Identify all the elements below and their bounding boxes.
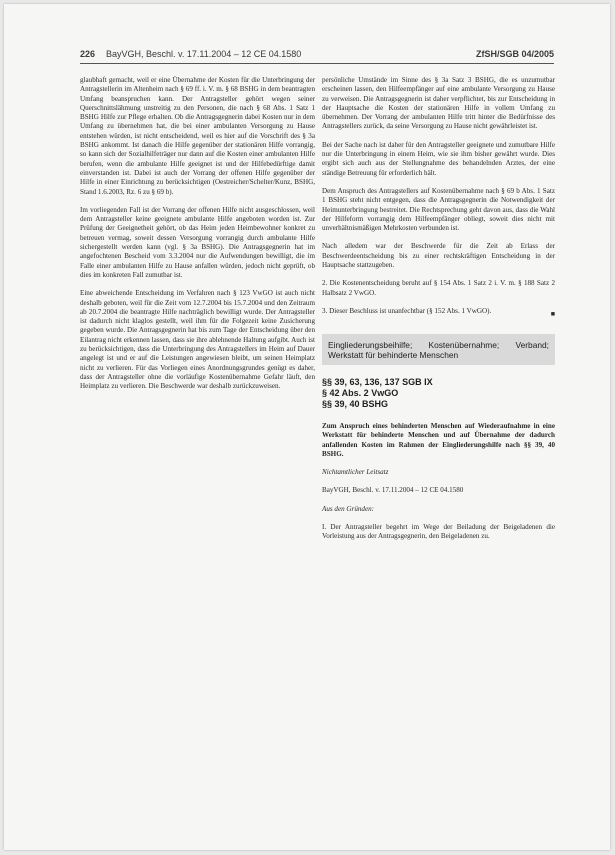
paragraph: persönliche Umstände im Sinne des § 3a Satz 3 BSHG, die es unzumutbar erscheinen lassen, den Hilfeempfänger auf eine ambulante Versorgung zu Hause zu verweisen. Die Antragsgegnerin ist daher verpflichtet, bis zur Entscheidung in der Hauptsache die Kosten der stationären Hilfe in vollem Umfang zu übernehmen. Der Vorrang der ambulanten Hilfe tritt hinter die Bedürfnisse des Antragstellers zurück, da seine Versorgung zu Hause nicht gewährleistet ist. bbox=[322, 76, 555, 131]
document-page bbox=[4, 4, 610, 850]
right-column bbox=[322, 76, 555, 551]
paragraph: Im vorliegenden Fall ist der Vorrang der offenen Hilfe nicht ausgeschlossen, weil dem Antragsteller keine geeignete ambulante Hilfe angeboten worden ist. Zur Prüfung der Geeignetheit gehört, ob das Heim jeden Heimbewohner konkret zu betreuen vermag, soweit dessen Versorgung vorrangig durch ambulante Hilfe sichergestellt werden kann (vgl. § 3a BSHG). Die Antragsgegnerin hat im angefochtenen Bescheid vom 3.3.2004 nur die Aufwendungen bewilligt, die im Falle einer ambulanten Hilfe zu Hause anfallen würden, jedoch nicht geprüft, ob dies im konkreten Fall zumutbar ist. bbox=[80, 205, 315, 279]
page-number: 226 bbox=[80, 49, 96, 59]
paragraph: glaubhaft gemacht, weil er eine Übernahme der Kosten für die Unterbringung der Antragstellerin im Altenheim nach § 69 ff. i. V. m. § 68 BSHG in dem beantragten Umfang beanspruchen kann. Der Antragsteller gehört wegen seiner Querschnittslähmung unstreitig zu den Personen, die nach § 68 Abs. 1 Satz 1 BSHG Hilfe zur Pflege erhalten. Ob die Antragsgegnerin dabei Kosten nur in dem Umfang zu übernehmen hat, die bei einer ambulanten Versorgung zu Hause entstehen würden, ist nicht entscheidend, weil es hier auf die Vorschrift des § 3a BSHG ankommt. Ist danach die Hilfe gegenüber der stationären Hilfe vorrangig, so kann sich der Sozialhilfeträger nur dann auf die Kosten einer ambulanten Hilfe berufen, wenn die ambulante Hilfe geeignet ist und der Hilfebedürftige damit einverstanden ist. Dabei ist auch der Vorrang der offenen Hilfe gegenüber der Hilfe in einer Einrichtung zu berücksichtigen (Oestreicher/Schelter/Kunz, BSHG, Stand 1.6.2003, Rz. 6 zu § 69 b). bbox=[80, 76, 315, 196]
norm-item: §§ 39, 40 BSHG bbox=[322, 398, 389, 409]
paragraph: Nach alledem war der Beschwerde für die Zeit ab Erlass der Beschwerdeentscheidung bis zu einer rechtskräftigen Entscheidung in der Hauptsache stattzugeben. bbox=[322, 242, 555, 270]
decision-title-box: Eingliederungsbeihilfe; Kostenübernahme; Verband; Werkstatt für behinderte Menschen bbox=[322, 334, 555, 365]
reasons-label: Aus den Gründen: bbox=[322, 504, 375, 513]
page-header bbox=[80, 49, 554, 64]
norms-list bbox=[322, 377, 555, 410]
paragraph: 2. Die Kostenentscheidung beruht auf § 154 Abs. 1 Satz 2 i. V. m. § 188 Satz 2 Halbsatz 2 VwGO. bbox=[322, 279, 555, 297]
left-column bbox=[80, 76, 315, 401]
paragraph: Bei der Sache nach ist daher für den Antragsteller geeignete und zumutbare Hilfe nur die Unterbringung in einem Heim, wie sie ihm bisher gewährt wurde. Dies ergibt sich auch aus der Stellungnahme des behandelnden Arztes, der eine ständige Betreuung für erforderlich hält. bbox=[322, 140, 555, 177]
headnote: Zum Anspruch eines behinderten Menschen auf Wiederaufnahme in eine Werkstatt für behinderte Menschen und auf Übernahme der dadurch anfallenden Kosten im Rahmen der Eingliederungshilfe nach §§ 39, 40 BSHG. bbox=[322, 421, 555, 458]
paragraph: Dem Anspruch des Antragstellers auf Kostenübernahme nach § 69 b Abs. 1 Satz 1 BSHG steht nicht entgegen, dass die Antragsgegnerin die Notwendigkeit der Heimunterbringung bestreitet. Die Rechtsprechung geht davon aus, dass die Wahl der Hilfeform vorrangig dem Hilfeempfänger obliegt, soweit dies nicht mit unverhältnismäßigen Mehrkosten verbunden ist. bbox=[322, 186, 555, 233]
headnote-note: Nichtamtlicher Leitsatz bbox=[322, 468, 389, 477]
norm-item: § 42 Abs. 2 VwGO bbox=[322, 387, 399, 398]
journal-reference: ZfSH/SGB 04/2005 bbox=[475, 49, 554, 59]
header-citation: BayVGH, Beschl. v. 17.11.2004 – 12 CE 04.1580 bbox=[106, 49, 302, 59]
paragraph: 3. Dieser Beschluss ist unanfechtbar (§ 152 Abs. 1 VwGO). bbox=[322, 306, 492, 315]
reasons-start: I. Der Antragsteller begehrt im Wege der Beiladung der Beigeladenen die Vorleistung aus der Antragsgegnerin, den Beigeladenen zu. bbox=[322, 523, 555, 541]
decision-source: BayVGH, Beschl. v. 17.11.2004 – 12 CE 04.1580 bbox=[322, 486, 464, 495]
end-of-decision-mark: ■ bbox=[550, 310, 555, 319]
paragraph: Eine abweichende Entscheidung im Verfahren nach § 123 VwGO ist auch nicht deshalb geboten, weil für die Zeit vom 12.7.2004 bis 15.7.2004 und den Zeitraum ab 20.7.2004 die beantragte Hilfe nachträglich bewilligt wurde. Der Antragsteller ist dadurch nicht klaglos gestellt, weil ihm für die Folgezeit keine Zusicherung gegeben wurde. Die Antragsgegnerin hat bis zum Tage der Entscheidung über den Eilantrag nicht erkennen lassen, dass sie ihre ablehnende Haltung aufgibt. Auch ist zu berücksichtigen, dass die Unterbringung des Antragstellers im Heim auf Dauer angelegt ist und er auf die Leistungen angewiesen bleibt, um seinen Heimplatz nicht zu verlieren. Für das Vorliegen eines Anordnungsgrundes genügt es daher, dass der Antragsteller ohne die vorläufige Kostenübernahme Gefahr läuft, den Heimplatz zu verlieren. Die Beschwerde war deshalb zurückzuweisen. bbox=[80, 289, 315, 391]
norm-item: §§ 39, 63, 136, 137 SGB IX bbox=[322, 376, 433, 387]
